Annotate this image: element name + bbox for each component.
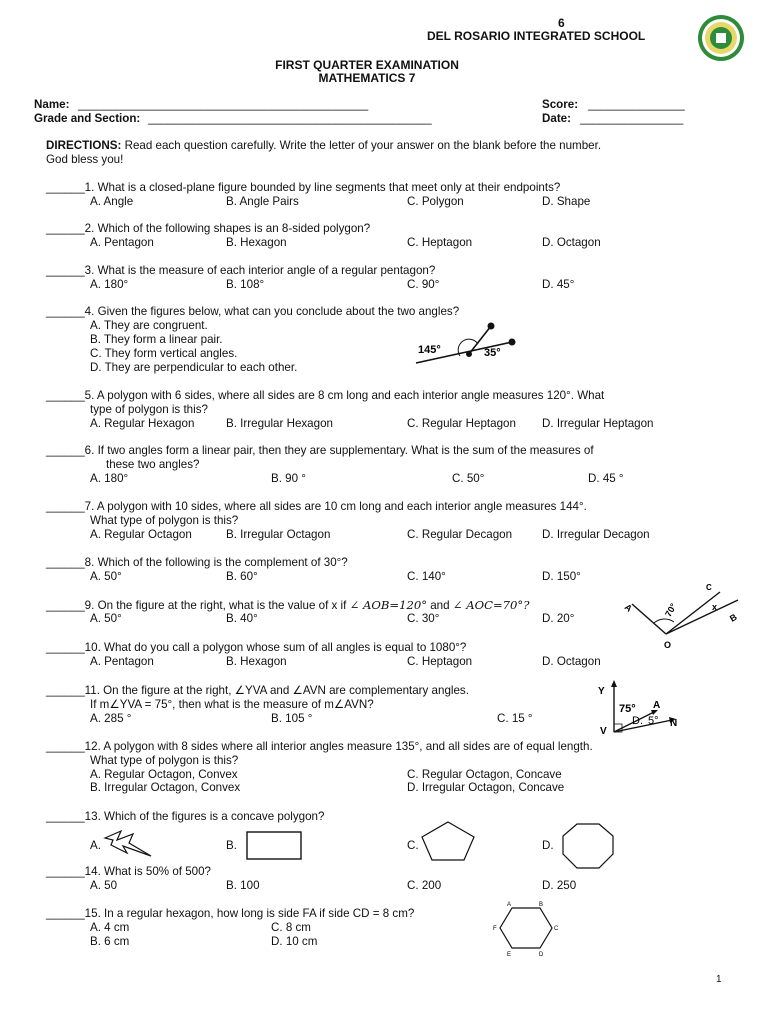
q13-option-b: B. xyxy=(226,839,237,852)
q12-option-c: C. Regular Octagon, Concave xyxy=(407,768,562,781)
q4-angle-35: 35° xyxy=(484,347,501,359)
question-5: ______5. A polygon with 6 sides, where all sides are 8 cm long and each interior angle measures 120°. What xyxy=(46,389,605,402)
q13-rectangle-shape xyxy=(246,831,304,861)
q9-math-aoc: ∠ AOC=70°? xyxy=(452,598,530,612)
q14-option-c: C. 200 xyxy=(407,879,442,892)
q6-option-d: D. 45 ° xyxy=(588,472,624,485)
q8-option-d: D. 150° xyxy=(542,570,581,583)
q15-option-b: B. 6 cm xyxy=(90,935,130,948)
q1-option-c: C. Polygon xyxy=(407,195,464,208)
q15-option-a: A. 4 cm xyxy=(90,921,130,934)
q6-option-a: A. 180° xyxy=(90,472,129,485)
q11-label-n: N xyxy=(670,718,678,729)
q9-option-c: C. 30° xyxy=(407,612,440,625)
q11-label-75: 75° xyxy=(619,703,636,715)
question-12-cont: What type of polygon is this? xyxy=(90,754,239,767)
q11-label-a: A xyxy=(653,700,661,711)
q10-option-a: A. Pentagon xyxy=(90,655,154,668)
q15-label-b: B xyxy=(539,902,544,908)
q7-option-b: B. Irregular Octagon xyxy=(226,528,331,541)
name-label: Name: xyxy=(34,98,70,111)
page-code: 6 xyxy=(558,16,565,30)
name-field[interactable]: _____________________________________________ xyxy=(78,98,369,111)
q8-option-c: C. 140° xyxy=(407,570,446,583)
question-14: ______14. What is 50% of 500? xyxy=(46,865,212,878)
q7-option-a: A. Regular Octagon xyxy=(90,528,192,541)
question-7-cont: What type of polygon is this? xyxy=(90,514,239,527)
q9-option-b: B. 40° xyxy=(226,612,258,625)
q3-option-d: D. 45° xyxy=(542,278,575,291)
q4-option-c: C. They form vertical angles. xyxy=(90,347,238,360)
question-1: ______1. What is a closed-plane figure bounded by line segments that meet only at their endpoints? xyxy=(46,181,561,194)
q9-option-a: A. 50° xyxy=(90,612,122,625)
q11-option-b: B. 105 ° xyxy=(271,712,313,725)
question-15: ______15. In a regular hexagon, how long is side FA if side CD = 8 cm? xyxy=(46,907,415,920)
q15-label-e: E xyxy=(507,952,512,958)
q2-option-a: A. Pentagon xyxy=(90,236,154,249)
q9-math-aob: ∠ AOB=120° xyxy=(349,598,427,612)
question-11-cont: If m∠YVA = 75°, then what is the measure of m∠AVN? xyxy=(90,698,374,711)
q12-option-a: A. Regular Octagon, Convex xyxy=(90,768,238,781)
q1-option-b: B. Angle Pairs xyxy=(226,195,299,208)
q11-label-v: V xyxy=(600,726,607,737)
school-logo-icon xyxy=(697,14,745,62)
q9-option-d: D. 20° xyxy=(542,612,575,625)
q11-option-c: C. 15 ° xyxy=(497,712,533,725)
q11-label-y: Y xyxy=(598,686,605,697)
q2-option-b: B. Hexagon xyxy=(226,236,287,249)
q13-option-d: D. xyxy=(542,839,554,852)
q10-option-c: C. Heptagon xyxy=(407,655,473,668)
date-field[interactable]: ________________ xyxy=(580,112,684,125)
q12-option-b: B. Irregular Octagon, Convex xyxy=(90,781,241,794)
question-3: ______3. What is the measure of each interior angle of a regular pentagon? xyxy=(46,264,436,277)
q9-and: and xyxy=(427,599,453,612)
q3-option-a: A. 180° xyxy=(90,278,129,291)
directions xyxy=(46,139,601,153)
question-12: ______12. A polygon with 8 sides where all interior angles measure 135°, and all sides are of equal length. xyxy=(46,740,593,753)
exam-title: FIRST QUARTER EXAMINATION xyxy=(275,58,459,72)
q4-option-d: D. They are perpendicular to each other. xyxy=(90,361,298,374)
q9-text: ______9. On the figure at the right, what is the value of x if xyxy=(46,599,350,612)
page-number: 1 xyxy=(716,974,722,985)
question-11: ______11. On the figure at the right, ∠YVA and ∠AVN are complementary angles. xyxy=(46,684,469,697)
q6-option-b: B. 90 ° xyxy=(271,472,306,485)
q10-option-d: D. Octagon xyxy=(542,655,601,668)
q4-option-b: B. They form a linear pair. xyxy=(90,333,223,346)
question-8: ______8. Which of the following is the complement of 30°? xyxy=(46,556,348,569)
date-label: Date: xyxy=(542,112,571,125)
q9-label-a: A xyxy=(622,601,635,614)
q15-label-a: A xyxy=(507,902,512,908)
q1-option-d: D. Shape xyxy=(542,195,591,208)
q8-option-a: A. 50° xyxy=(90,570,122,583)
q9-angle-figure xyxy=(620,584,748,648)
q9-label-x: x xyxy=(712,602,718,612)
q9-label-70: 70° xyxy=(663,601,679,619)
q14-option-b: B. 100 xyxy=(226,879,260,892)
q15-hexagon-figure xyxy=(490,898,564,960)
q5-option-b: B. Irregular Hexagon xyxy=(226,417,333,430)
q15-label-c: C xyxy=(554,926,559,932)
q5-option-c: C. Regular Heptagon xyxy=(407,417,516,430)
q2-option-c: C. Heptagon xyxy=(407,236,473,249)
q2-option-d: D. Octagon xyxy=(542,236,601,249)
school-name: DEL ROSARIO INTEGRATED SCHOOL xyxy=(427,29,646,43)
q13-pentagon-shape xyxy=(419,820,477,862)
q6-option-c: C. 50° xyxy=(452,472,485,485)
q8-option-b: B. 60° xyxy=(226,570,258,583)
directions-label: DIRECTIONS: xyxy=(46,139,122,152)
q7-option-c: C. Regular Decagon xyxy=(407,528,513,541)
q11-option-a: A. 285 ° xyxy=(90,712,132,725)
q4-angle-figure xyxy=(412,324,522,368)
q13-concave-shape xyxy=(103,828,155,860)
q10-option-b: B. Hexagon xyxy=(226,655,287,668)
directions-line2: God bless you! xyxy=(46,153,124,166)
question-6-cont: these two angles? xyxy=(106,458,200,471)
question-7: ______7. A polygon with 10 sides, where all sides are 10 cm long and each interior angle measures 144°. xyxy=(46,500,587,513)
q11-label-d: D. xyxy=(632,715,643,727)
q9-label-c: C xyxy=(706,583,712,592)
q14-option-d: D. 250 xyxy=(542,879,577,892)
q5-option-d: D. Irregular Heptagon xyxy=(542,417,654,430)
q5-option-a: A. Regular Hexagon xyxy=(90,417,195,430)
q3-option-b: B. 108° xyxy=(226,278,265,291)
q14-option-a: A. 50 xyxy=(90,879,118,892)
question-13: ______13. Which of the figures is a concave polygon? xyxy=(46,810,325,823)
q13-option-c: C. xyxy=(407,839,419,852)
score-field[interactable]: _______________ xyxy=(588,98,685,111)
q9-label-o: O xyxy=(664,640,672,650)
q12-option-d: D. Irregular Octagon, Concave xyxy=(407,781,565,794)
q11-angle-figure xyxy=(594,678,684,742)
question-6: ______6. If two angles form a linear pair, then they are supplementary. What is the sum of the measures of xyxy=(46,444,594,457)
q15-option-c: C. 8 cm xyxy=(271,921,311,934)
question-10: ______10. What do you call a polygon whose sum of all angles is equal to 1080°? xyxy=(46,641,467,654)
q9-label-b: B xyxy=(728,611,739,624)
q1-option-a: A. Angle xyxy=(90,195,134,208)
q13-option-a: A. xyxy=(90,839,101,852)
question-5-cont: type of polygon is this? xyxy=(90,403,208,416)
q4-angle-145: 145° xyxy=(418,344,441,356)
q11-label-5: 5° xyxy=(648,715,659,727)
question-9 xyxy=(46,598,529,613)
q3-option-c: C. 90° xyxy=(407,278,440,291)
directions-text: Read each question carefully. Write the letter of your answer on the blank before the number. xyxy=(121,139,602,152)
grade-section-field[interactable]: ____________________________________________ xyxy=(148,112,432,125)
grade-section-label: Grade and Section: xyxy=(34,112,141,125)
q15-label-f: F xyxy=(493,926,497,932)
question-4: ______4. Given the figures below, what can you conclude about the two angles? xyxy=(46,305,460,318)
q15-option-d: D. 10 cm xyxy=(271,935,318,948)
q13-octagon-shape xyxy=(561,822,615,870)
score-label: Score: xyxy=(542,98,579,111)
question-2: ______2. Which of the following shapes is an 8-sided polygon? xyxy=(46,222,371,235)
q7-option-d: D. Irregular Decagon xyxy=(542,528,650,541)
q15-label-d: D xyxy=(539,952,544,958)
subject-title: MATHEMATICS 7 xyxy=(318,71,416,85)
q4-option-a: A. They are congruent. xyxy=(90,319,208,332)
